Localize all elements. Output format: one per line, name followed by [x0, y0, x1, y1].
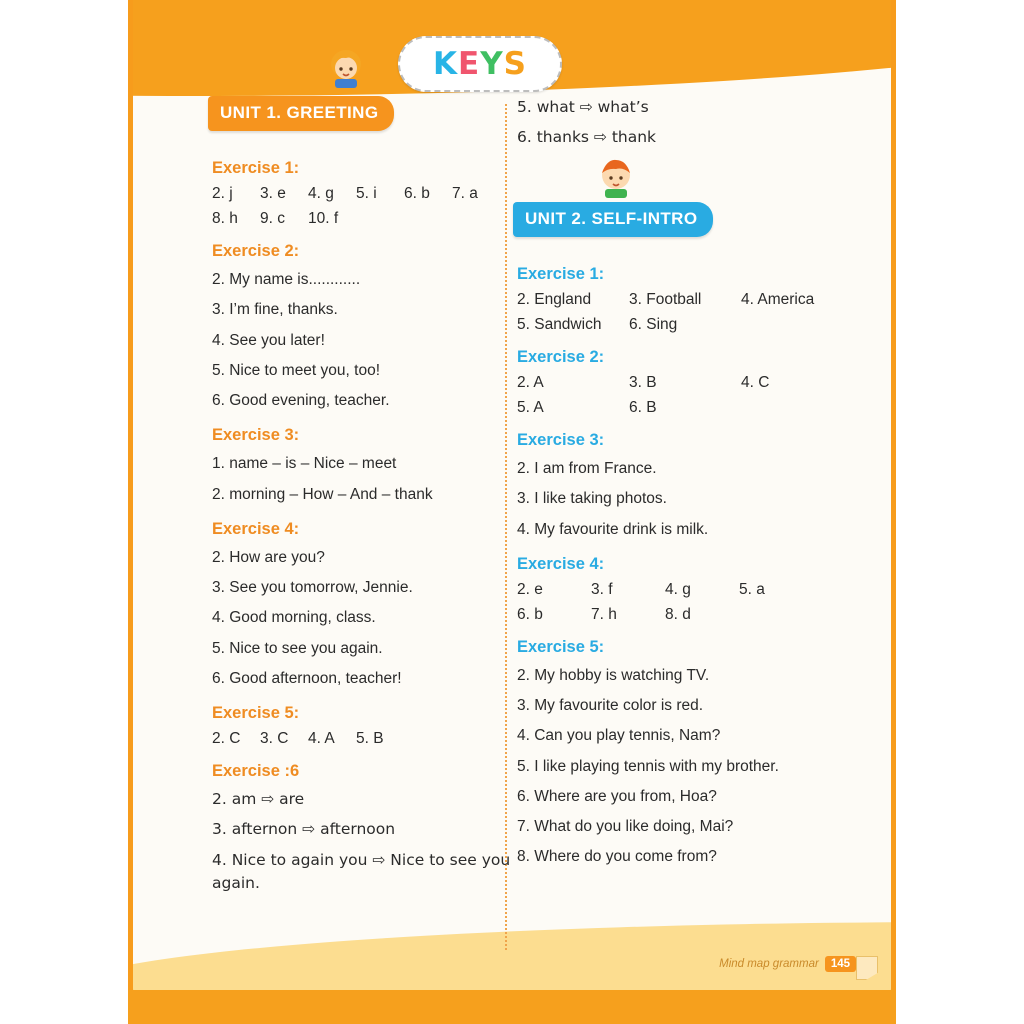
answer-cell: 5. i: [356, 185, 377, 202]
answer-cell: 6. B: [629, 399, 657, 416]
exercise-block: [208, 520, 528, 690]
answer-cell: 5. B: [356, 730, 384, 747]
answer-line: 6. thanks ⇨ thank: [517, 128, 657, 147]
book-title-label: Mind map grammar: [719, 958, 819, 970]
answer-cell: 4. A: [308, 730, 335, 747]
exercise-title: Exercise 3:: [212, 426, 300, 445]
answer-cell: 3. C: [260, 730, 289, 747]
answer-row: [212, 730, 528, 748]
exercise-title: Exercise 3:: [517, 431, 605, 449]
exercise-block: [513, 431, 833, 541]
answer-line: 3. My favourite color is red.: [517, 697, 704, 714]
answer-cell: 6. b: [517, 605, 543, 623]
answer-line: 7. What do you like doing, Mai?: [517, 818, 734, 835]
exercise-title: Exercise 2:: [517, 348, 605, 366]
answer-cell: 6. Sing: [629, 316, 678, 333]
exercise-title: Exercise 4:: [517, 554, 605, 573]
girl-avatar-icon: [323, 48, 369, 92]
answer-line: 1. name – is – Nice – meet: [212, 455, 397, 473]
answer-line: 6. Good afternoon, teacher!: [212, 669, 402, 687]
answer-line: 8. Where do you come from?: [517, 848, 717, 866]
keys-letter-s: S: [503, 46, 527, 82]
right-column: [513, 96, 833, 876]
right-column-top-spacer: [513, 96, 833, 154]
answer-cell: 5. A: [517, 399, 544, 416]
exercise-block: [513, 638, 833, 869]
unit-banner-left: UNIT 1. GREETING: [208, 96, 394, 131]
answer-row: [212, 185, 528, 203]
answer-line: 4. Nice to again you ⇨ Nice to see you again.: [212, 850, 511, 892]
exercise-block: [513, 265, 833, 334]
exercise-block: [208, 242, 528, 412]
answer-cell: 3. B: [629, 374, 657, 391]
answer-line: 3. See you tomorrow, Jennie.: [212, 579, 413, 596]
answer-cell: 9. c: [260, 210, 285, 227]
answer-line: 4. Good morning, class.: [212, 609, 376, 627]
answer-cell: 3. e: [260, 185, 286, 202]
answer-row: [517, 374, 833, 392]
page-margin-left: [0, 0, 128, 1024]
answer-cell: 7. a: [452, 185, 478, 202]
answer-row: [212, 210, 528, 228]
boy-avatar-icon: [593, 158, 639, 202]
answer-line: 4. My favourite drink is milk.: [517, 520, 709, 538]
page-bottom-bar: [128, 990, 896, 1024]
answer-cell: 5. a: [739, 580, 765, 598]
answer-line: 2. How are you?: [212, 548, 325, 566]
answer-line: 3. I’m fine, thanks.: [212, 301, 338, 319]
exercise-title: Exercise 5:: [517, 637, 605, 656]
content-area: [133, 96, 891, 956]
answer-cell: 6. b: [404, 185, 430, 202]
answer-cell: 2. England: [517, 291, 592, 308]
answer-cell: 5. Sandwich: [517, 316, 602, 333]
exercise-block: [513, 555, 833, 624]
exercise-block: [208, 159, 528, 228]
left-column: [208, 96, 528, 902]
answer-line: 2. am ⇨ are: [212, 790, 305, 808]
answer-cell: 2. C: [212, 730, 241, 747]
answer-line: 4. Can you play tennis, Nam?: [517, 727, 721, 745]
answer-row: [517, 581, 833, 599]
answer-row: [517, 316, 833, 334]
unit-banner-right: UNIT 2. SELF-INTRO: [513, 202, 713, 237]
exercise-block: [208, 762, 528, 895]
answer-cell: 4. g: [665, 580, 691, 598]
answer-line: 5. I like playing tennis with my brother.: [517, 757, 779, 775]
answer-cell: 2. e: [517, 580, 543, 598]
exercise-title: Exercise 4:: [212, 519, 300, 538]
answer-line: 6. Good evening, teacher.: [212, 392, 390, 409]
answer-cell: 4. C: [741, 374, 770, 391]
answer-row: [517, 399, 833, 417]
answer-cell: 4. America: [741, 291, 815, 308]
answer-line: 2. My hobby is watching TV.: [517, 666, 710, 684]
answer-line: 5. Nice to meet you, too!: [212, 361, 381, 379]
keys-wordmark: [433, 46, 527, 82]
keys-letter-y: Y: [480, 46, 504, 82]
answer-line: 2. morning – How – And – thank: [212, 485, 433, 503]
answer-cell: 3. Football: [629, 291, 702, 308]
keys-letter-e: E: [458, 46, 481, 82]
answer-line: 6. Where are you from, Hoa?: [517, 787, 717, 805]
answer-cell: 2. A: [517, 374, 544, 391]
answer-cell: 8. h: [212, 210, 238, 227]
answer-cell: 7. h: [591, 605, 617, 623]
exercise-block: [208, 426, 528, 506]
answer-line: 5. what ⇨ what’s: [517, 98, 649, 116]
keys-letter-k: K: [433, 46, 459, 82]
exercise-block: [513, 348, 833, 417]
answer-cell: 2. j: [212, 185, 233, 202]
unit-banner-wrap-right: [513, 202, 833, 251]
exercise-title: Exercise 5:: [212, 704, 300, 722]
answer-line: 2. I am from France.: [517, 460, 657, 477]
answer-line: 3. I like taking photos.: [517, 490, 667, 508]
answer-cell: 3. f: [591, 580, 613, 598]
page-footer: [719, 956, 856, 972]
page-number: 145: [825, 956, 856, 972]
answer-cell: 10. f: [308, 210, 339, 227]
exercise-title: Exercise 1:: [212, 159, 300, 177]
answer-row: [517, 291, 833, 309]
exercise-title: Exercise 1:: [517, 265, 605, 283]
answer-row: [517, 606, 833, 624]
exercise-block: [208, 704, 528, 748]
exercise-title: Exercise 2:: [212, 242, 300, 260]
answer-line: 4. See you later!: [212, 331, 325, 349]
exercise-title: Exercise :6: [212, 762, 300, 780]
answer-line: 3. afternon ⇨ afternoon: [212, 820, 396, 839]
answer-cell: 8. d: [665, 605, 691, 623]
answer-cell: 4. g: [308, 185, 334, 202]
page-margin-right: [896, 0, 1024, 1024]
page-title: [398, 36, 562, 92]
answer-line: 2. My name is............: [212, 271, 361, 288]
answer-line: 5. Nice to see you again.: [212, 639, 383, 657]
